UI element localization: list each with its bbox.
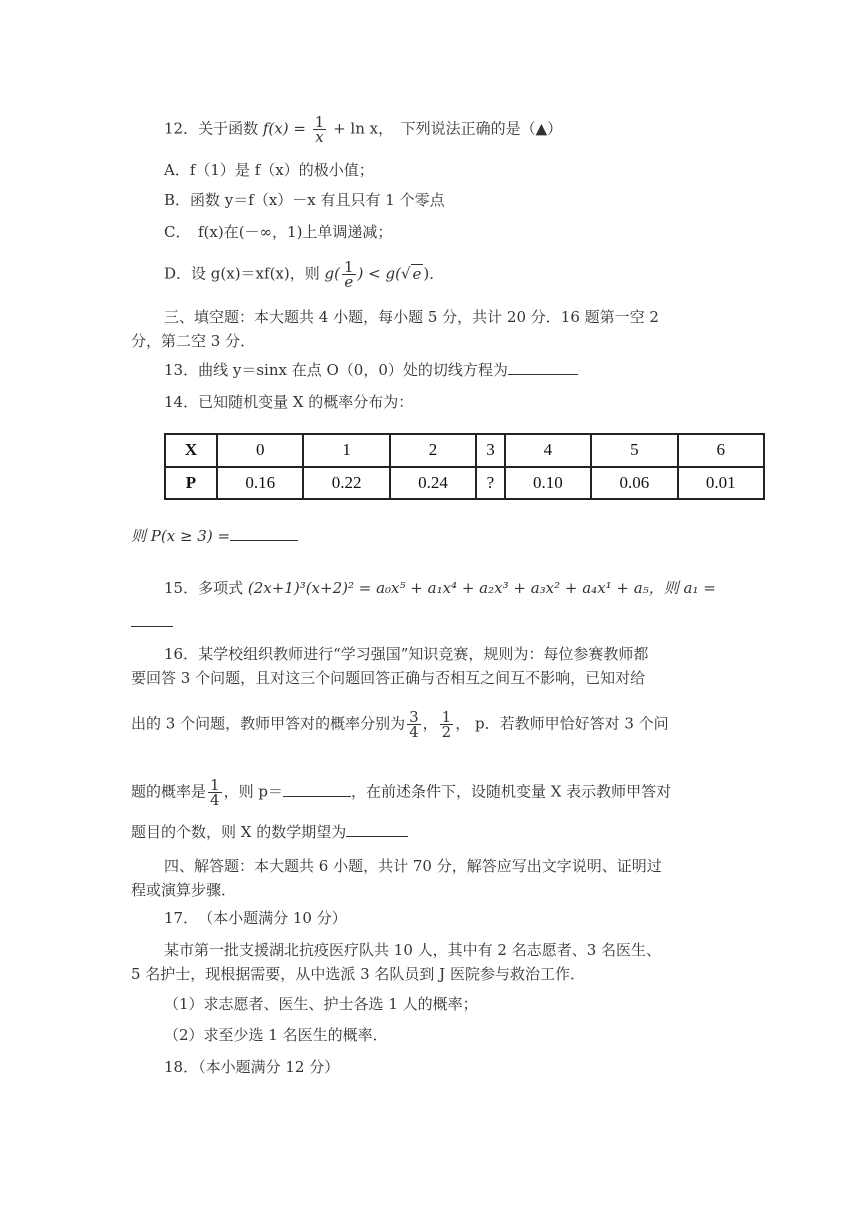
q12-optd-head: D．设 g(x)＝xf(x)，则 [164, 264, 320, 283]
q17-line2: 5 名护士，现根据需要，从中选派 3 名队员到 J 医院参与救治工作． [131, 965, 585, 983]
q12-fx: f(x) [262, 119, 289, 138]
q12-eq: = [293, 119, 306, 138]
table-cell: 5 [591, 434, 677, 467]
probability-table [164, 433, 765, 500]
section4-line1: 四、解答题：本大题共 6 小题，共计 70 分，解答应写出文字说明、证明过 [164, 857, 662, 875]
q12-frac-den: x [315, 128, 324, 146]
table-cell: 1 [303, 434, 389, 467]
q14-answer [131, 526, 298, 546]
q16-line4 [131, 778, 671, 807]
q12-option-c: C． f(x)在(－∞，1)上单调递减； [164, 223, 393, 241]
q16-line5 [131, 822, 408, 842]
q12-optd-fraction [342, 260, 356, 289]
q12-tail: + ln x， 下列说法正确的是（▲） [333, 119, 563, 138]
q16-f1-den: 4 [409, 723, 419, 741]
q15-tail: ，则 a₁ = [648, 579, 716, 597]
q16-f1-num: 3 [409, 708, 419, 726]
q16-line3-tail: p．若教师甲恰好答对 3 个问 [474, 714, 669, 733]
table-cell: 0.24 [390, 467, 476, 500]
q16-line4-head: 题的概率是 [131, 782, 207, 801]
q16-f3-num: 1 [210, 776, 220, 794]
q13-blank [508, 360, 578, 375]
q16-line5-text: 题目的个数，则 X 的数学期望为 [131, 823, 347, 841]
q16-blank-p [283, 782, 351, 797]
q15-expr: (2x+1)³(x+2)² = a₀x⁵ + a₁x⁴ + a₂x³ + a₃x² + a₄x¹ + a₅ [247, 579, 649, 597]
q12-optd-end: )． [423, 264, 445, 283]
q14: 14．已知随机变量 X 的概率分布为： [164, 393, 414, 411]
table-row-x [165, 434, 764, 467]
q16-line3: 出的 3 个问题，教师甲答对的概率分别为 $\frac{3}{4}$ ， $\frac{1}{2}$ ， p．若教师甲恰好答对 3 个问 [131, 708, 669, 741]
table-row-p [165, 467, 764, 500]
q15-head: 15．多项式 [164, 579, 244, 597]
q16-line4-mid: ，则 p＝ [223, 782, 283, 801]
q14-answer-text: 则 P(x ≥ 3) = [131, 527, 231, 545]
q12-frac-num: 1 [314, 113, 325, 131]
table-cell: 0.16 [217, 467, 303, 500]
q13 [164, 360, 578, 380]
q12-optd-g1: g( [324, 264, 340, 283]
q12-fraction [313, 115, 327, 144]
q12-option-b: B．函数 y＝f（x）－x 有且只有 1 个零点 [164, 191, 445, 209]
table-cell: 0.22 [303, 467, 389, 500]
table-cell: P [165, 467, 217, 500]
q17-line1: 某市第一批支援湖北抗疫医疗队共 10 人，其中有 2 名志愿者、3 名医生、 [164, 941, 662, 959]
q16-f2-num: 1 [441, 708, 452, 726]
q12-optd-num: 1 [344, 258, 354, 276]
table-cell: 0 [217, 434, 303, 467]
q12-stem [164, 115, 562, 144]
q18-title: 18．（本小题满分 12 分） [164, 1058, 340, 1076]
table-cell: 0.06 [591, 467, 677, 500]
q12-option-a: A．f（1）是 f（x）的极小值； [164, 161, 374, 179]
q12-optd-sqrt: e [412, 264, 422, 283]
q12-optd-den: e [344, 273, 354, 291]
q13-text: 13．曲线 y＝sinx 在点 O（0，0）处的切线方程为 [164, 361, 508, 379]
table-cell: 0.10 [505, 467, 591, 500]
q16-blank-ex [346, 822, 408, 837]
q12-option-d: D．设 g(x)＝xf(x)，则 g( $\frac{1}{e}$ ) < g(√ e )． [164, 258, 445, 291]
table-cell: 0.01 [678, 467, 764, 500]
q16-f3-den: 4 [210, 791, 220, 809]
section3-line1: 三、填空题：本大题共 4 小题，每小题 5 分，共计 20 分．16 题第一空 2 [164, 308, 659, 326]
q16-line2: 要回答 3 个问题，且对这三个问题回答正确与否相互之间互不影响，已知对给 [131, 669, 646, 687]
q16-line3-head: 出的 3 个问题，教师甲答对的概率分别为 [131, 714, 406, 733]
table-cell: 3 [476, 434, 505, 467]
q15-blank [131, 612, 173, 627]
section4-line2: 程或演算步骤． [131, 881, 237, 899]
q16-line4-tail: ，在前述条件下，设随机变量 X 表示教师甲答对 [350, 782, 672, 801]
q17-title: 17． （本小题满分 10 分） [164, 909, 347, 927]
q16-line1: 16．某学校组织教师进行“学习强国”知识竞赛，规则为：每位参赛教师都 [164, 645, 649, 663]
q16-fraction-2 [440, 710, 454, 739]
q12-head: 12．关于函数 [164, 119, 259, 138]
q14-blank [230, 526, 298, 541]
q16-f2-den: 2 [441, 723, 452, 741]
table-cell: X [165, 434, 217, 467]
q16-fraction-3 [208, 778, 222, 807]
q15 [164, 578, 716, 598]
q15-blank-line [131, 612, 173, 632]
section3-line2: 分，第二空 3 分． [131, 332, 256, 350]
table-cell: 6 [678, 434, 764, 467]
table-cell: ? [476, 467, 505, 500]
q12-optd-mid: ) < g( [357, 264, 401, 283]
q17-part1: （1）求志愿者、医生、护士各选 1 人的概率； [164, 995, 478, 1013]
q16-fraction-1 [407, 710, 421, 739]
q17-part2: （2）求至少选 1 名医生的概率． [164, 1026, 388, 1044]
table-cell: 2 [390, 434, 476, 467]
table-cell: 4 [505, 434, 591, 467]
